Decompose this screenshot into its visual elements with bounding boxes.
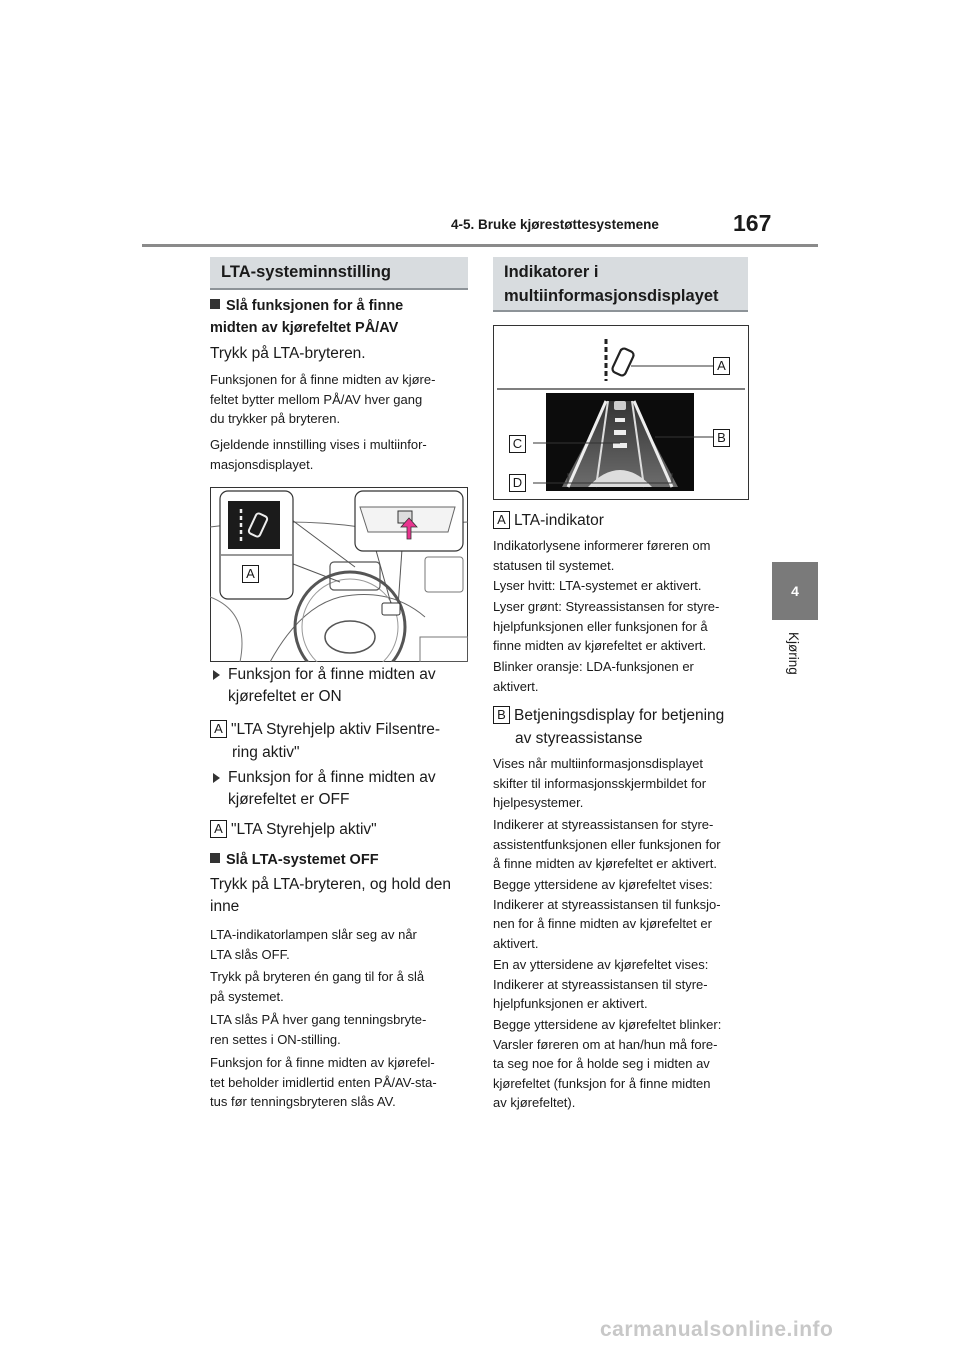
paragraph-orange: Blinker oransje: LDA-funksjonen er aktivert. — [493, 659, 694, 694]
label-a-box: A — [210, 820, 227, 838]
message-off: A "LTA Styrehjelp aktiv" — [210, 818, 468, 841]
list-item-on: Funksjon for å finne midten av kjørefeltet er ON — [210, 664, 486, 708]
paragraph-green: Lyser grønt: Styreassistansen for styre- hjelpfunksjonen eller funksjonen for å finne midten av kjørefeltet er aktivert. — [493, 599, 720, 653]
header-rule — [142, 244, 818, 247]
figure-label-d: D — [509, 474, 526, 492]
header-section-title: 4-5. Bruke kjørestøttesystemene — [451, 217, 659, 232]
chapter-tab: 4 — [772, 562, 818, 620]
label-b-box: B — [493, 706, 510, 724]
paragraph-ignition: LTA slås PÅ hver gang tenningsbryte- ren settes i ON-stilling. — [210, 1012, 427, 1047]
square-bullet-icon — [210, 853, 220, 863]
figure-label-b: B — [713, 429, 730, 447]
subheading-lta-off: Slå LTA-systemet OFF — [210, 849, 468, 871]
item-b-title: B Betjeningsdisplay for betjening av styreassistanse — [493, 704, 748, 750]
paragraph-current-setting: Gjeldende innstilling vises i multiinfor- masjonsdisplayet. — [210, 437, 427, 472]
label-a-box: A — [210, 720, 227, 738]
paragraph-indicator-inform: Indikatorlysene informerer føreren om statusen til systemet. — [493, 538, 711, 573]
paragraph-toggle: Funksjonen for å finne midten av kjøre- feltet bytter mellom PÅ/AV hver gang du trykker på bryteren. — [210, 372, 436, 426]
paragraph-shown-when: Vises når multiinformasjonsdisplayet skifter til informasjonsskjermbildet for hjelpesystemer. — [493, 756, 707, 810]
message-on: A "LTA Styrehjelp aktiv Filsentre- ring aktiv" — [210, 718, 468, 764]
paragraph-white: Lyser hvitt: LTA-systemet er aktivert. — [493, 578, 702, 593]
paragraph-indicates: Indikerer at styreassistansen for styre- assistentfunksjonen eller funksjonen for å finne midten av kjørefeltet er aktivert. — [493, 817, 721, 871]
arrow-bullet-icon — [213, 773, 220, 783]
figure-label-c: C — [509, 435, 526, 453]
figure-label-a: A — [713, 357, 730, 375]
paragraph-blinking: Begge yttersidene av kjørefeltet blinker: Varsler føreren om at han/hun må fore- ta seg noe for å holde seg i midten av kjørefeltet (funksjon for å finne midten av kjørefeltet). — [493, 1017, 722, 1110]
paragraph-lamp-off: LTA-indikatorlampen slår seg av når LTA slås OFF. — [210, 927, 417, 962]
label-a-box: A — [493, 511, 510, 529]
instruction-text: Trykk på LTA-bryteren. — [210, 345, 366, 362]
list-item-off: Funksjon for å finne midten av kjørefeltet er OFF — [210, 767, 486, 811]
instruction-hold: Trykk på LTA-bryteren, og hold den inne — [210, 876, 451, 915]
section-header-lta-settings: LTA-systeminnstilling — [210, 257, 468, 290]
watermark: carmanualsonline.info — [600, 1318, 834, 1341]
section-header-indicators: Indikatorer i multiinformasjonsdisplayet — [493, 257, 748, 312]
paragraph-keeps-status: Funksjon for å finne midten av kjørefel- tet beholder imidlertid enten PÅ/AV-sta- tus før tenningsbryteren slås AV. — [210, 1055, 437, 1109]
arrow-bullet-icon — [213, 670, 220, 680]
paragraph-one-side: En av yttersidene av kjørefeltet vises: Indikerer at styreassistansen til styre- hjelpfunksjonen er aktivert. — [493, 957, 709, 1011]
square-bullet-icon — [210, 299, 220, 309]
item-a-title: A LTA-indikator — [493, 509, 748, 532]
paragraph-both-sides: Begge yttersidene av kjørefeltet vises: Indikerer at styreassistansen til funksjo- nen for å finne midten av kjørefeltet er aktivert. — [493, 877, 721, 951]
chapter-label: Kjøring — [786, 632, 801, 675]
page-number: 167 — [733, 210, 772, 236]
subheading-lane-centering: Slå funksjonen for å finne midten av kjørefeltet PÅ/AV — [210, 298, 404, 336]
figure-label-a: A — [242, 565, 259, 583]
multi-info-display-illustration — [493, 325, 749, 500]
paragraph-turn-on: Trykk på bryteren én gang til for å slå på systemet. — [210, 969, 425, 1004]
